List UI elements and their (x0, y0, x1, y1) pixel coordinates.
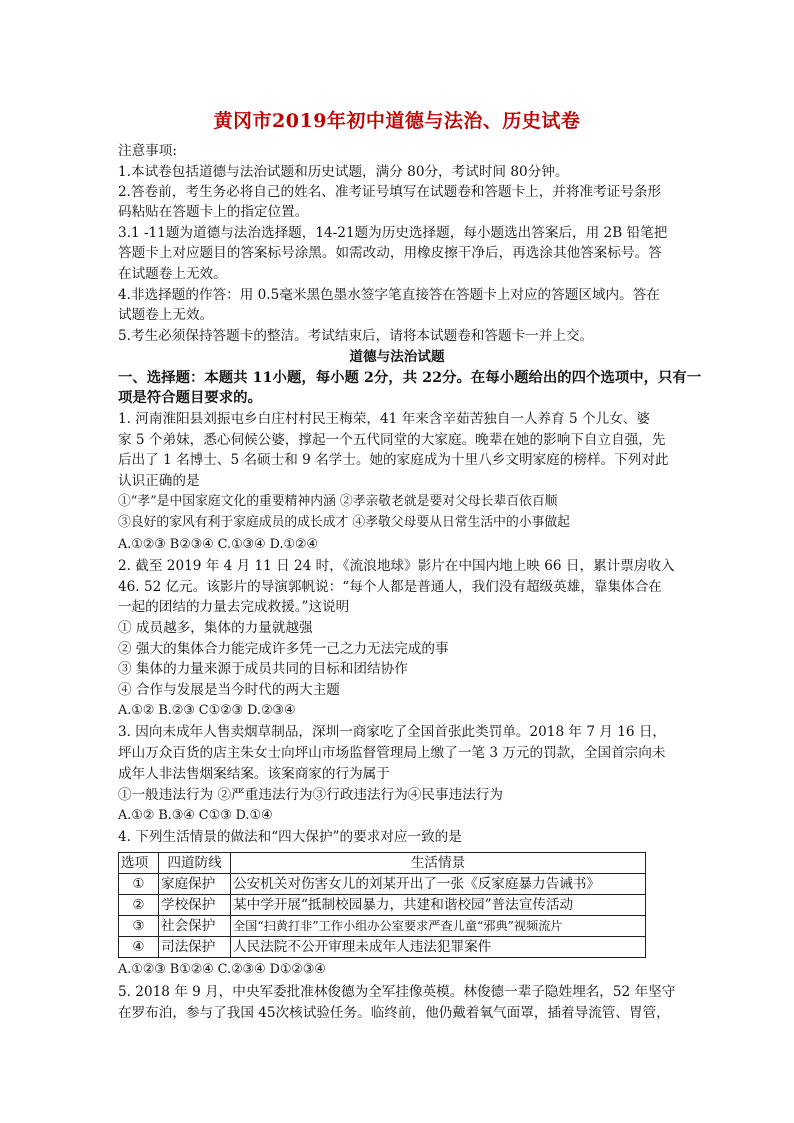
question-3-statement: ①一般违法行为 ②严重违法行为③行政违法行为④民事违法行为 (118, 787, 503, 803)
protection-table (118, 852, 646, 958)
notice-line: 试题卷上无效。 (118, 307, 214, 323)
question-2-line: 46. 52 亿元。该影片的导演郭帆说：“每个人都是普通人，我们没有超级英雄，靠集体合在 (118, 579, 662, 595)
question-3-line: 3. 因向未成年人售卖烟草制品，深圳一商家吃了全国首张此类罚单。2018 年 7 月 16 日， (118, 724, 667, 740)
table-cell: 公安机关对伤害女儿的刘某开出了一张《反家庭暴力告诫书》 (231, 874, 646, 895)
part-heading: 项是符合题目要求的。 (118, 389, 262, 406)
question-1-line: 家 5 个弟妹，悉心伺候公婆，撑起一个五代同堂的大家庭。晚辈在她的影响下自立自强，先 (118, 432, 666, 448)
notice-line: 5.考生必须保持答题卡的整洁。考试结束后，请将本试题卷和答题卡一并上交。 (118, 328, 594, 344)
question-2-line: 2. 截至 2019 年 4 月 11 日 24 时，《流浪地球》影片在中国内地上映 66 日，累计票房收入 (118, 558, 675, 574)
table-header-cell: 四道防线 (159, 853, 231, 874)
table-cell: 全国“扫黄打非”工作小组办公室要求严查儿童“邪典”视频流片 (231, 916, 646, 937)
question-3-line: 成年人非法售烟案结案。该案商家的行为属于 (118, 766, 390, 782)
notice-line: 在试题卷上无效。 (118, 266, 227, 282)
question-5-line: 在罗布泊，参与了我国 45次核试验任务。临终前，他仍戴着氧气面罩，插着导流管、胃管， (118, 1005, 670, 1021)
question-2-statement: ③ 集体的力量来源于成员共同的目标和团结协作 (118, 661, 408, 677)
table-cell: ③ (119, 916, 159, 937)
question-1-line: 认识正确的是 (118, 473, 200, 489)
table-header-cell: 生活情景 (231, 853, 646, 874)
question-2-statement: ② 强大的集体合力能完成许多凭一己之力无法完成的事 (118, 641, 449, 657)
question-1-statement: ①“孝”是中国家庭文化的重要精神内涵 ②孝亲敬老就是要对父母长辈百依百顺 (118, 494, 558, 509)
table-cell: ① (119, 874, 159, 895)
question-1-options: A.①②③ B②③④ C.①③④ D.①②④ (118, 537, 318, 552)
question-3-line: 坪山万众百货的店主朱女士向坪山市场监督管理局上缴了一笔 3 万元的罚款，全国首宗向未 (118, 745, 666, 761)
table-row (119, 937, 646, 958)
notice-line: 1.本试卷包括道德与法治试题和历史试题，满分 80分，考试时间 80分钟。 (118, 164, 569, 180)
question-1-statement: ③良好的家风有利于家庭成员的成长成才 ④孝敬父母要从日常生活中的小事做起 (118, 515, 570, 530)
table-cell: 人民法院不公开审理未成年人违法犯罪案件 (231, 937, 646, 958)
question-1-line: 后出了 1 名博士、5 名硕士和 9 名学士。她的家庭成为十里八乡文明家庭的榜样。下列对此 (118, 452, 669, 468)
table-cell: 家庭保护 (159, 874, 231, 895)
table-row (119, 895, 646, 916)
table-header-row (119, 853, 646, 874)
section-title: 道德与法治试题 (349, 349, 445, 365)
page-title: 黄冈市2019年初中道德与法治、历史试卷 (213, 110, 581, 132)
notice-line: 3.1 -11题为道德与法治选择题，14-21题为历史选择题，每小题选出答案后，用 2B 铅笔把 (118, 225, 668, 241)
question-2-options: A.①② B.②③ C①②③ D.②③④ (118, 703, 296, 718)
table-row (119, 916, 646, 937)
table-row (119, 874, 646, 895)
notice-line: 2.答卷前，考生务必将自己的姓名、准考证号填写在试题卷和答题卡上，并将准考证号条形 (118, 184, 662, 200)
table-cell: ② (119, 895, 159, 916)
table-cell: ④ (119, 937, 159, 958)
notice-line: 码粘贴在答题卡上的指定位置。 (118, 204, 309, 220)
notice-heading: 注意事项: (118, 143, 177, 159)
question-5-line: 5. 2018 年 9 月，中央军委批准林俊德为全军挂像英模。林俊德一辈子隐姓埋名，52 年坚守 (118, 984, 676, 1000)
notice-line: 4.非选择题的作答：用 0.5毫米黑色墨水签字笔直接答在答题卡上对应的答题区域内。答在 (118, 287, 660, 303)
table-cell: 司法保护 (159, 937, 231, 958)
notice-line: 答题卡上对应题目的答案标号涂黑。如需改动，用橡皮擦干净后，再选涂其他答案标号。答 (118, 245, 662, 261)
table-cell: 社会保护 (159, 916, 231, 937)
question-3-options: A.①② B.③④ C①③ D.①④ (118, 808, 273, 823)
part-heading: 一、选择题：本题共 11小题，每小题 2分，共 22分。在每小题给出的四个选项中，只有一 (118, 369, 702, 386)
question-4-stem: 4. 下列生活情景的做法和“四大保护”的要求对应一致的是 (118, 829, 462, 845)
question-4-options: A.①②③ B①②④ C.②③④ D①②③④ (118, 962, 326, 977)
table-cell: 学校保护 (159, 895, 231, 916)
question-1-line: 1. 河南淮阳县刘振屯乡白庄村村民王梅荣，41 年来含辛茹苦独自一人养育 5 个儿女、婆 (118, 411, 650, 427)
table-header-cell: 选项 (119, 853, 159, 874)
question-2-statement: ① 成员越多，集体的力量就越强 (118, 620, 313, 636)
question-2-statement: ④ 合作与发展是当今时代的两大主题 (118, 682, 340, 698)
question-2-line: 一起的团结的力量去完成救援。”这说明 (118, 599, 350, 615)
table-cell: 某中学开展“抵制校园暴力，共建和谐校园”普法宣传活动 (231, 895, 646, 916)
